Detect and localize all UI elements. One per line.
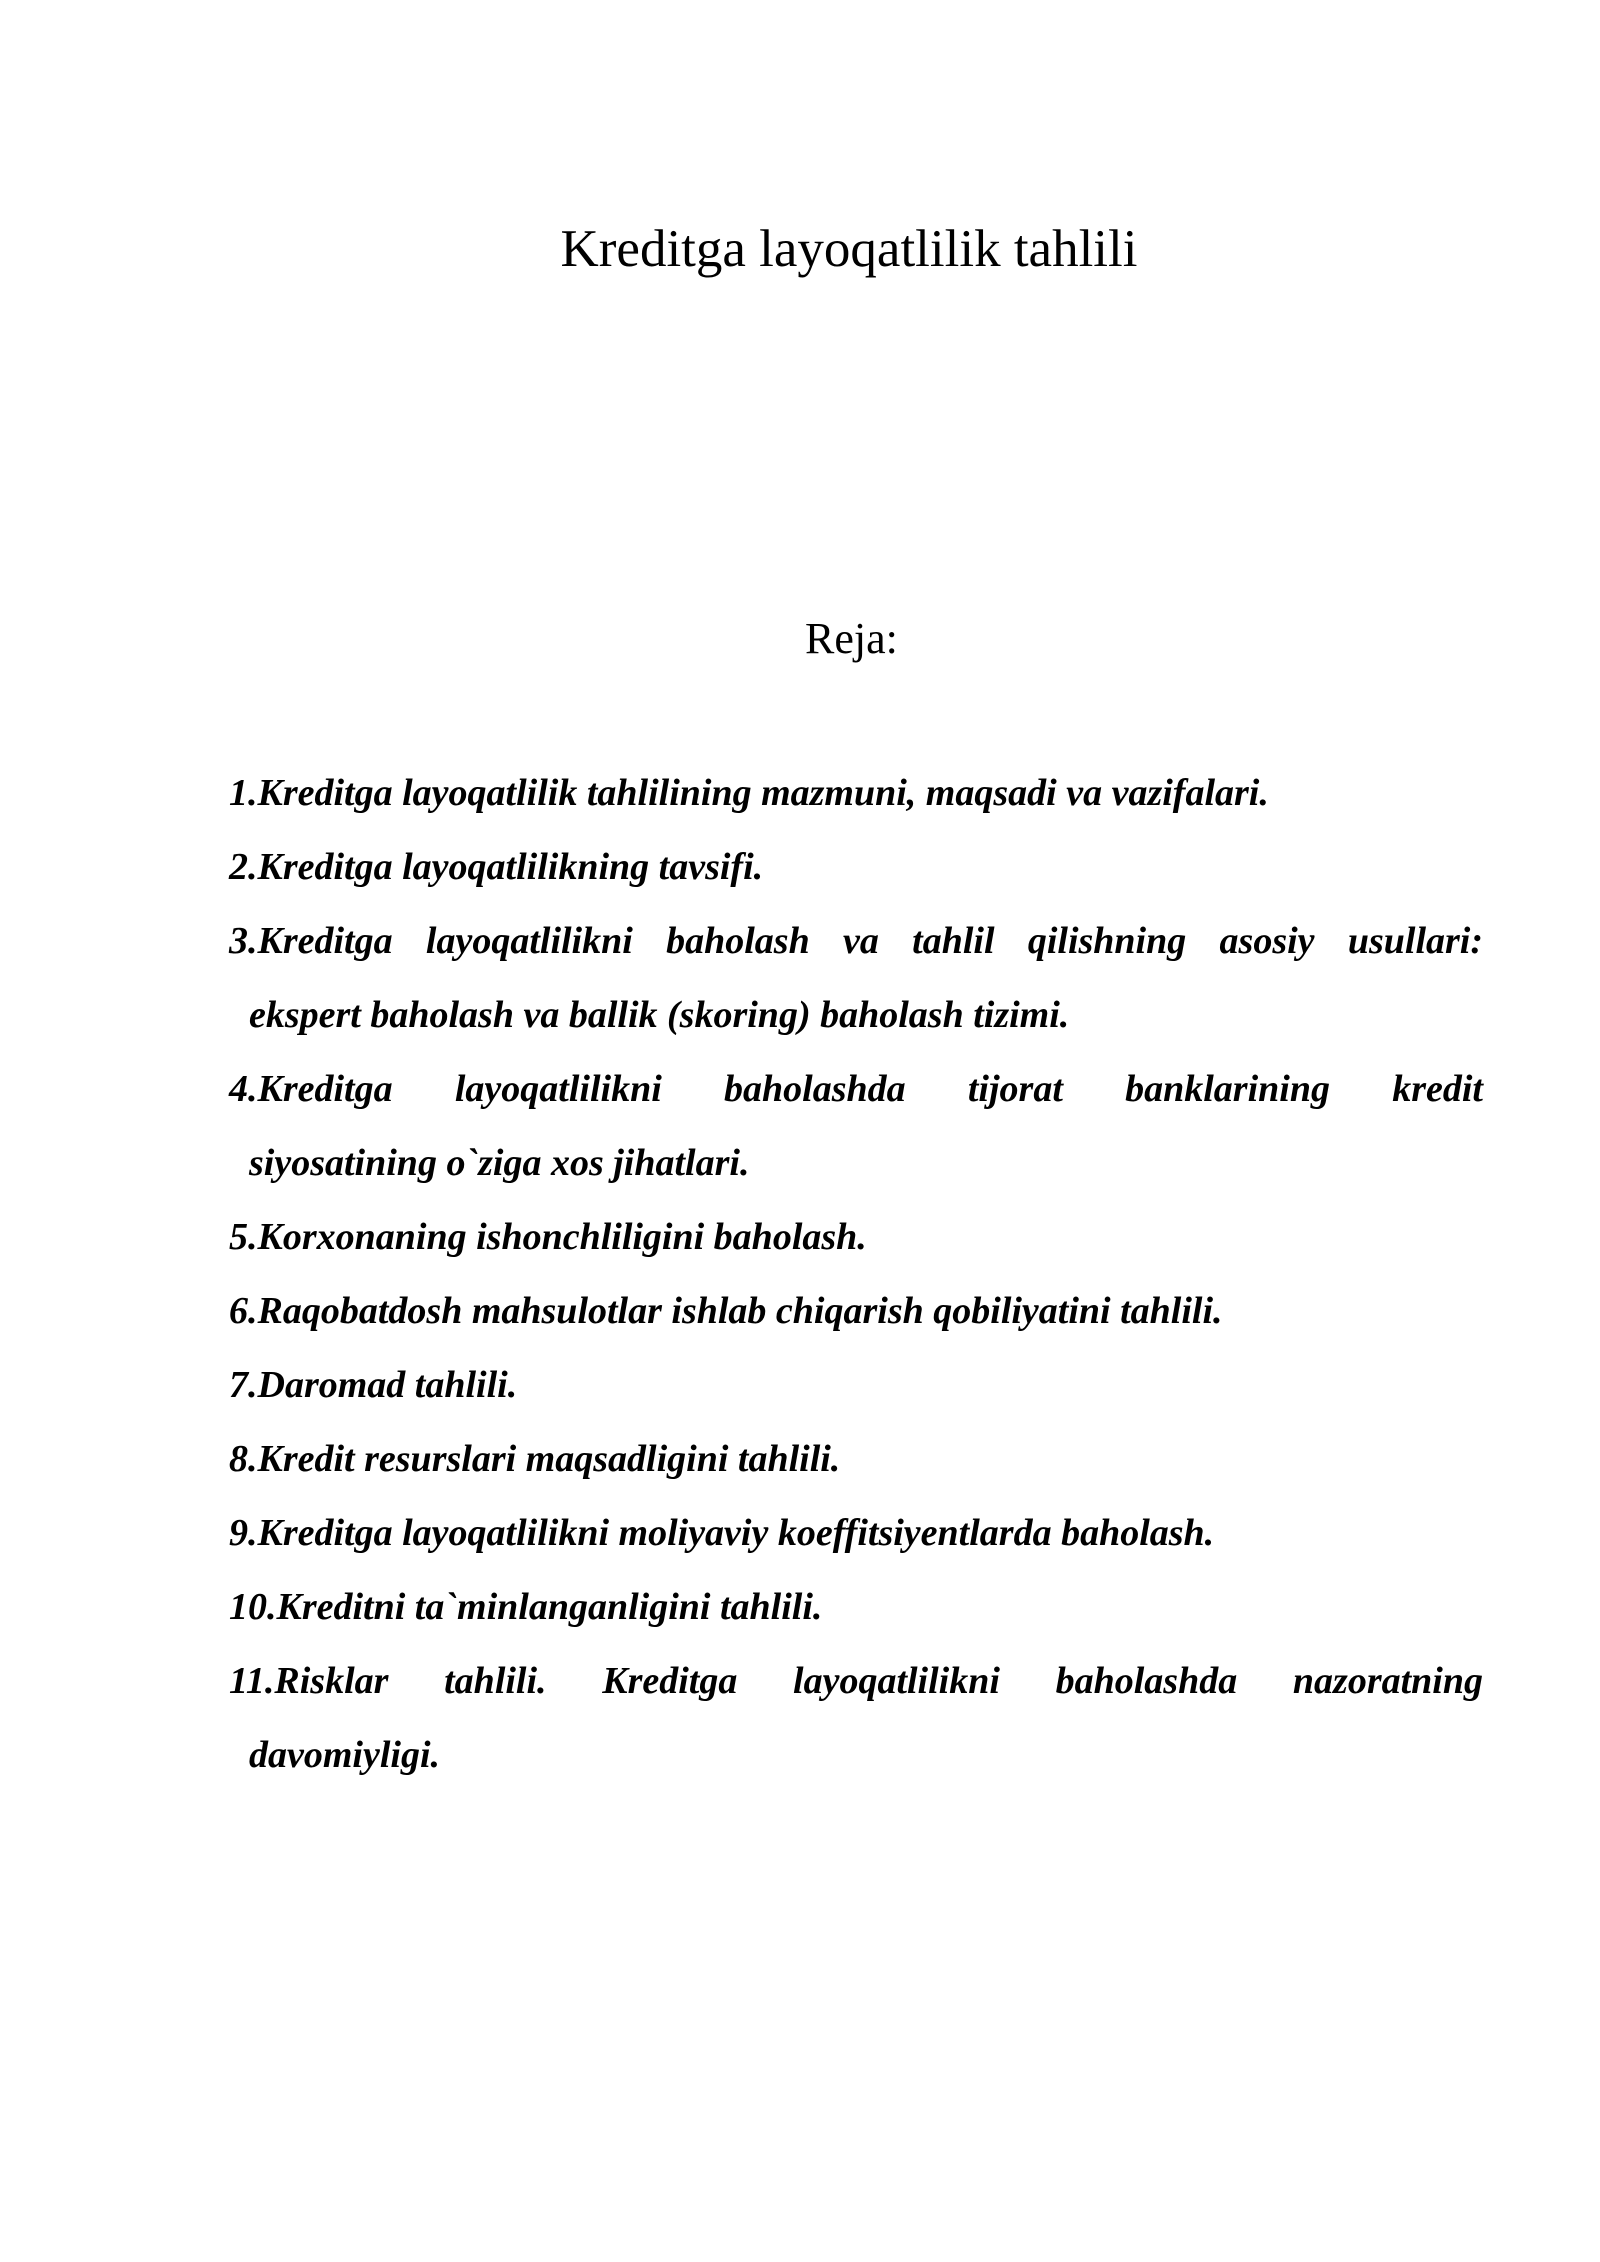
plan-item-text: 1.Kreditga layoqatlilik tahlilining mazmuni, maqsadi va vazifalari. [229, 772, 1269, 814]
plan-item-text: 8.Kredit resurslari maqsadligini tahlili. [229, 1438, 841, 1480]
plan-item-8 [229, 1422, 1483, 1496]
plan-item-text: 3.Kreditga layoqatlilikni baholash va tahlil qilishning asosiy usullari: [229, 920, 1483, 962]
plan-item-3 [229, 904, 1483, 1052]
plan-item-4 [229, 1052, 1483, 1200]
plan-item-text: 10.Kreditni ta`minlanganligini tahlili. [229, 1586, 823, 1628]
plan-item-10 [229, 1570, 1483, 1644]
plan-list [229, 756, 1483, 1792]
plan-item-text: 2.Kreditga layoqatlilikning tavsifi. [229, 846, 764, 888]
plan-item-5 [229, 1200, 1483, 1274]
plan-item-continuation: siyosatining o`ziga xos jihatlari. [249, 1142, 750, 1184]
plan-item-7 [229, 1348, 1483, 1422]
plan-item-text: 5.Korxonaning ishonchliligini baholash. [229, 1216, 867, 1258]
plan-item-text: 11.Risklar tahlili. Kreditga layoqatlilikni baholashda nazoratning [229, 1660, 1483, 1702]
plan-item-continuation: ekspert baholash va ballik (skoring) baholash tizimi. [249, 994, 1070, 1036]
plan-item-text: 4.Kreditga layoqatlilikni baholashda tijorat banklarining kredit [229, 1068, 1483, 1110]
plan-item-text: 6.Raqobatdosh mahsulotlar ishlab chiqarish qobiliyatini tahlili. [229, 1290, 1223, 1332]
plan-item-text: 7.Daromad tahlili. [229, 1364, 518, 1406]
plan-item-continuation: davomiyligi. [249, 1734, 441, 1776]
plan-item-9 [229, 1496, 1483, 1570]
plan-item-1 [229, 756, 1483, 830]
plan-item-2 [229, 830, 1483, 904]
plan-heading: Reja: [805, 614, 898, 663]
document-title: Kreditga layoqatlilik tahlili [560, 220, 1138, 278]
plan-item-11 [229, 1644, 1483, 1792]
plan-item-text: 9.Kreditga layoqatlilikni moliyaviy koeffitsiyentlarda baholash. [229, 1512, 1215, 1554]
plan-item-6 [229, 1274, 1483, 1348]
